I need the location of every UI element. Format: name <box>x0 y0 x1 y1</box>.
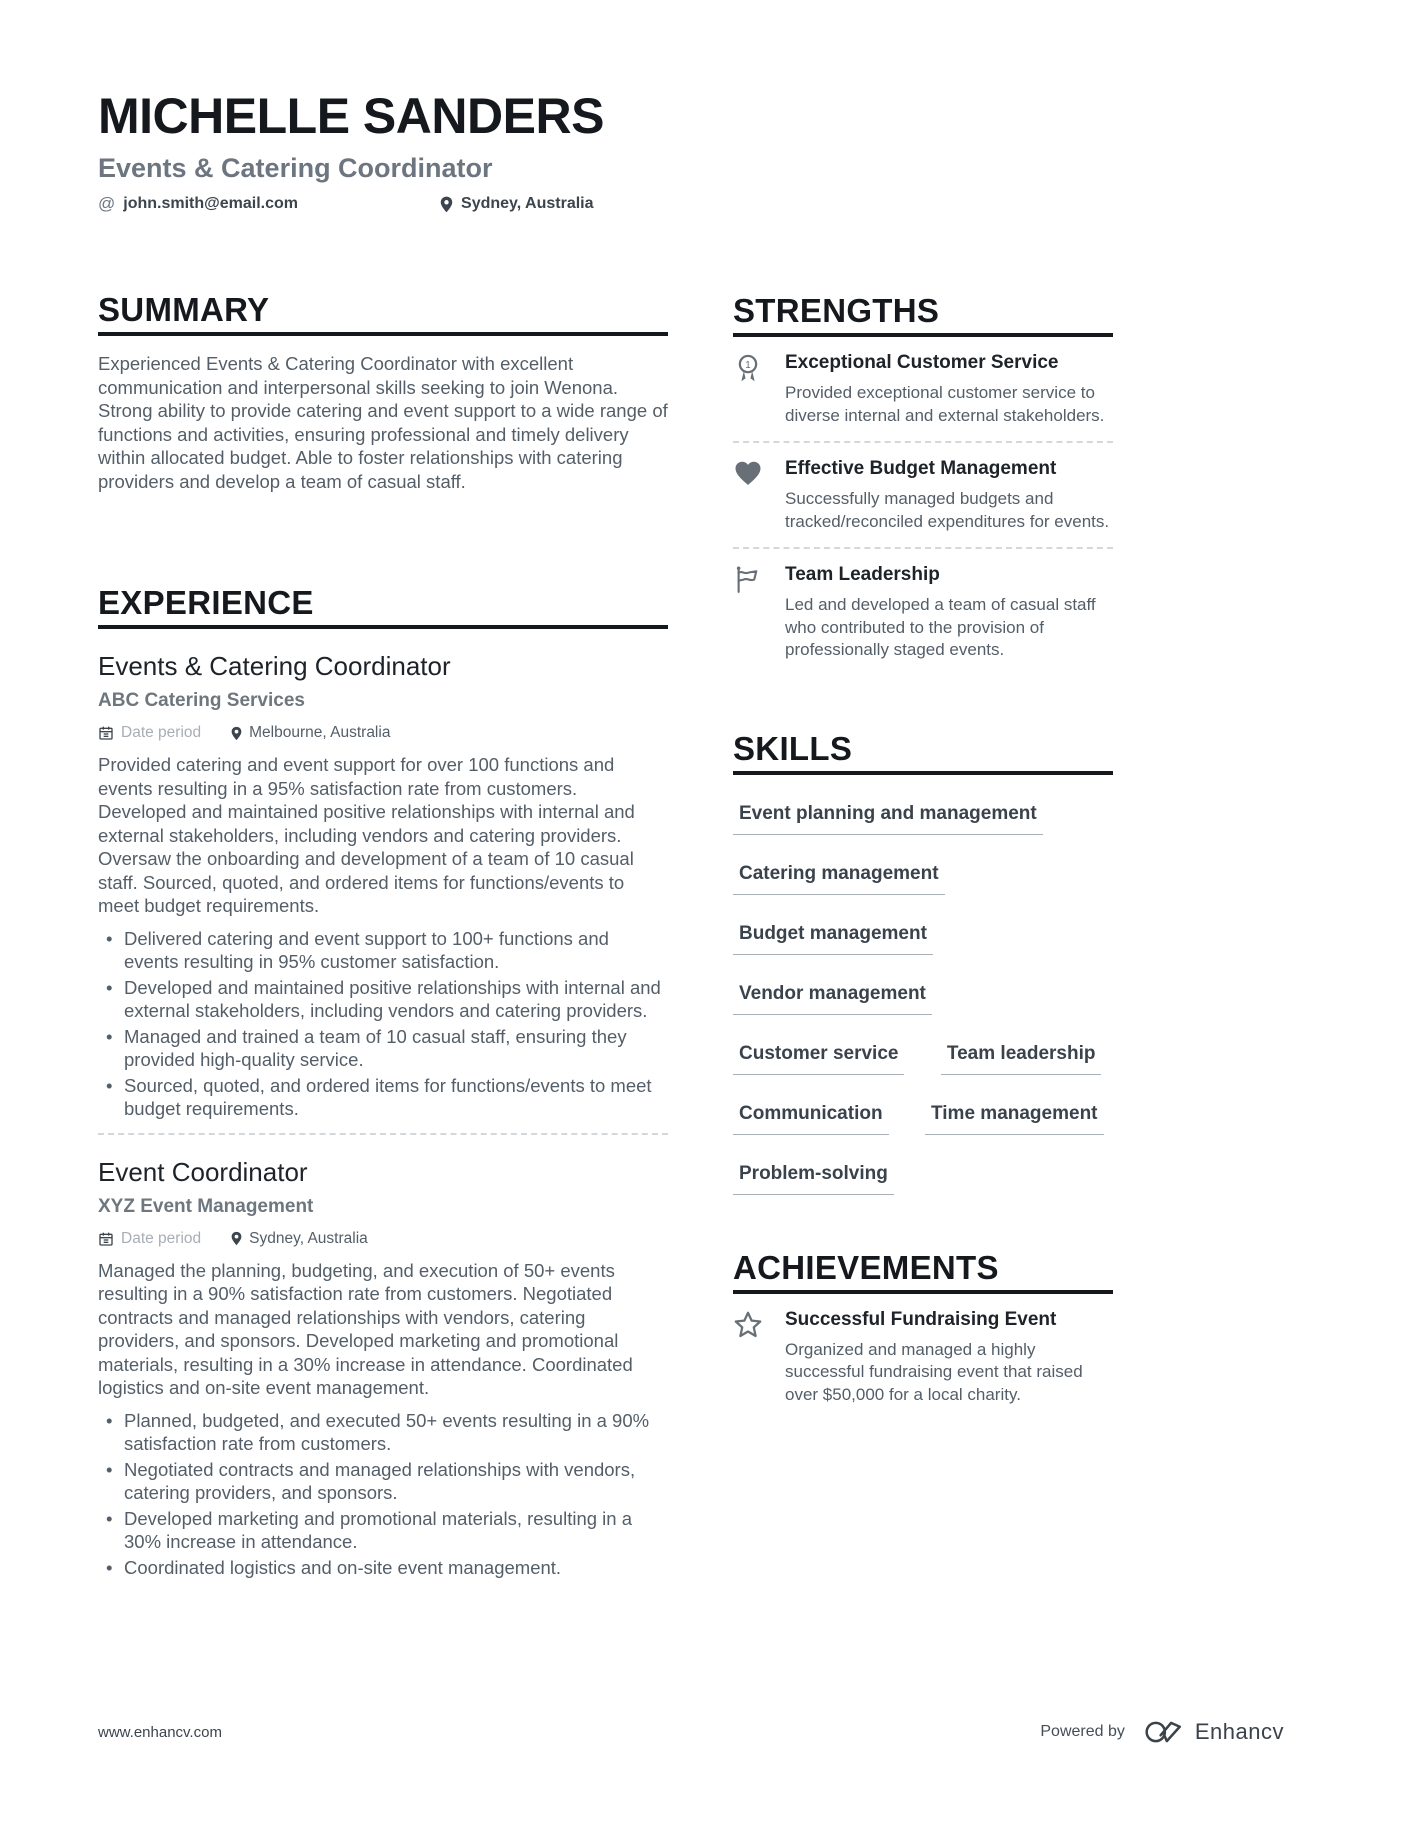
skill-pill: Communication <box>733 1103 889 1135</box>
job-bullet: • Developed and maintained positive relationships with internal and external stakeholders, including vendors and catering providers. <box>98 976 668 1023</box>
strength-text: Successfully managed budgets and tracked/reconciled expenditures for events. <box>785 489 1110 531</box>
strength-item <box>733 337 1113 441</box>
strength-item <box>733 549 1113 676</box>
job-meta <box>98 724 668 742</box>
skill-pill: Catering management <box>733 863 945 895</box>
strength-text: Provided exceptional customer service to diverse internal and external stakeholders. <box>785 383 1105 425</box>
job-meta <box>98 1230 668 1248</box>
powered-by-label: Powered by <box>1040 1723 1125 1740</box>
job-location: Sydney, Australia <box>249 1229 368 1247</box>
powered-by <box>1040 1718 1284 1746</box>
job-bullet: • Managed and trained a team of 10 casual staff, ensuring they provided high-quality service. <box>98 1025 668 1072</box>
job-description: Provided catering and event support for over 100 functions and events resulting in a 95% satisfaction rate from customers. Developed and maintained positive relationships with internal and external stakeholders, including vendors and catering providers. Oversaw the onboarding and development of a team of 10 casual staff. Sourced, quoted, and ordered items for functions/events to meet budget requirements. <box>98 754 635 916</box>
strength-title: Team Leadership <box>785 564 940 585</box>
skill-pill: Customer service <box>733 1043 904 1075</box>
svg-text:1: 1 <box>745 359 751 371</box>
skills-heading: SKILLS <box>733 731 1113 775</box>
person-name: MICHELLE SANDERS <box>98 88 604 144</box>
calendar-icon <box>98 1231 114 1247</box>
location-text: Sydney, Australia <box>461 195 594 212</box>
job-bullet: • Negotiated contracts and managed relationships with vendors, catering providers, and sponsors. <box>98 1458 668 1505</box>
skill-pill: Vendor management <box>733 983 932 1015</box>
brand-name: Enhancv <box>1194 1719 1284 1744</box>
contact-email[interactable] <box>98 194 298 214</box>
left-column <box>98 88 668 1581</box>
strength-title: Effective Budget Management <box>785 458 1057 479</box>
experience-heading: EXPERIENCE <box>98 585 668 629</box>
job-date: Date period <box>121 1229 202 1247</box>
contact-location <box>440 194 594 214</box>
job-company: XYZ Event Management <box>98 1195 314 1217</box>
job-entry <box>98 651 668 1121</box>
star-outline-icon <box>733 1308 767 1407</box>
footer <box>98 1718 1284 1746</box>
job-bullet-list <box>98 1409 668 1580</box>
location-pin-icon <box>231 1231 242 1246</box>
job-description: Managed the planning, budgeting, and execution of 50+ events resulting in a 90% satisfaction rate from customers. Negotiated contracts and managed relationships with vendors, catering providers, and sponsors. Developed marketing and promotional materials, resulting in a 30% increase in attendance. Coordinated logistics and on-site event management. <box>98 1259 633 1398</box>
job-title: Events & Catering Coordinator <box>98 651 451 681</box>
skill-pill: Time management <box>925 1103 1103 1135</box>
contact-row <box>98 194 668 214</box>
job-bullet: • Planned, budgeted, and executed 50+ events resulting in a 90% satisfaction rate from customers. <box>98 1409 668 1456</box>
strength-title: Exceptional Customer Service <box>785 352 1059 373</box>
achievement-title: Successful Fundraising Event <box>785 1308 1057 1330</box>
enhancv-brand-link[interactable] <box>1139 1718 1284 1746</box>
strengths-section <box>733 293 1113 676</box>
summary-text: Experienced Events & Catering Coordinator with excellent communication and interpersonal skills seeking to join Wenona. Strong ability to provide catering and event support to a wide range of functions and activities, ensuring professional and timely delivery within allocated budget. Able to foster relationships with catering providers and develop a team of casual staff. <box>98 353 668 492</box>
header <box>98 88 668 214</box>
achievements-section <box>733 1250 1113 1421</box>
job-company: ABC Catering Services <box>98 690 305 711</box>
job-bullet: • Sourced, quoted, and ordered items for functions/events to meet budget requirements. <box>98 1074 668 1121</box>
experience-section <box>98 585 668 1579</box>
job-location-group <box>231 1230 368 1248</box>
skills-list <box>733 803 1113 1195</box>
skill-pill: Problem-solving <box>733 1163 894 1195</box>
email-text: john.smith@email.com <box>123 195 299 212</box>
right-column <box>733 88 1113 1581</box>
job-location-group <box>231 724 390 742</box>
job-divider <box>98 1133 668 1135</box>
job-bullet: • Developed marketing and promotional materials, resulting in a 30% increase in attendance. <box>98 1507 668 1554</box>
flag-icon <box>733 563 767 662</box>
strength-text: Led and developed a team of casual staff who contributed to the provision of professionally staged events. <box>785 595 1096 659</box>
job-date: Date period <box>121 724 202 741</box>
job-entry <box>98 1157 668 1580</box>
achievements-heading: ACHIEVEMENTS <box>733 1250 1113 1294</box>
job-location: Melbourne, Australia <box>249 724 391 741</box>
job-bullet: • Delivered catering and event support to 100+ functions and events resulting in 95% customer satisfaction. <box>98 927 668 974</box>
job-title: Event Coordinator <box>98 1156 308 1187</box>
calendar-icon <box>98 725 114 741</box>
strength-item <box>733 443 1113 547</box>
medal-icon <box>733 351 767 427</box>
location-pin-icon <box>231 726 242 741</box>
skill-pill: Team leadership <box>941 1043 1102 1075</box>
location-pin-icon <box>440 196 453 213</box>
summary-section <box>98 292 668 493</box>
skill-pill: Event planning and management <box>733 803 1043 835</box>
email-icon: @ <box>98 194 116 213</box>
person-headline: Events & Catering Coordinator <box>98 153 493 183</box>
heart-icon <box>733 457 767 533</box>
achievement-item <box>733 1294 1113 1421</box>
footer-website-link[interactable]: www.enhancv.com <box>98 1723 222 1741</box>
strengths-heading: STRENGTHS <box>733 293 1113 337</box>
enhancv-logo-icon <box>1139 1718 1185 1746</box>
summary-heading: SUMMARY <box>98 292 668 336</box>
achievement-text: Organized and managed a highly successful fundraising event that raised over $50,000 for a local charity. <box>785 1339 1083 1404</box>
skills-section <box>733 731 1113 1195</box>
job-bullet-list <box>98 927 668 1121</box>
skill-pill: Budget management <box>733 923 933 955</box>
job-bullet: • Coordinated logistics and on-site event management. <box>98 1556 668 1580</box>
